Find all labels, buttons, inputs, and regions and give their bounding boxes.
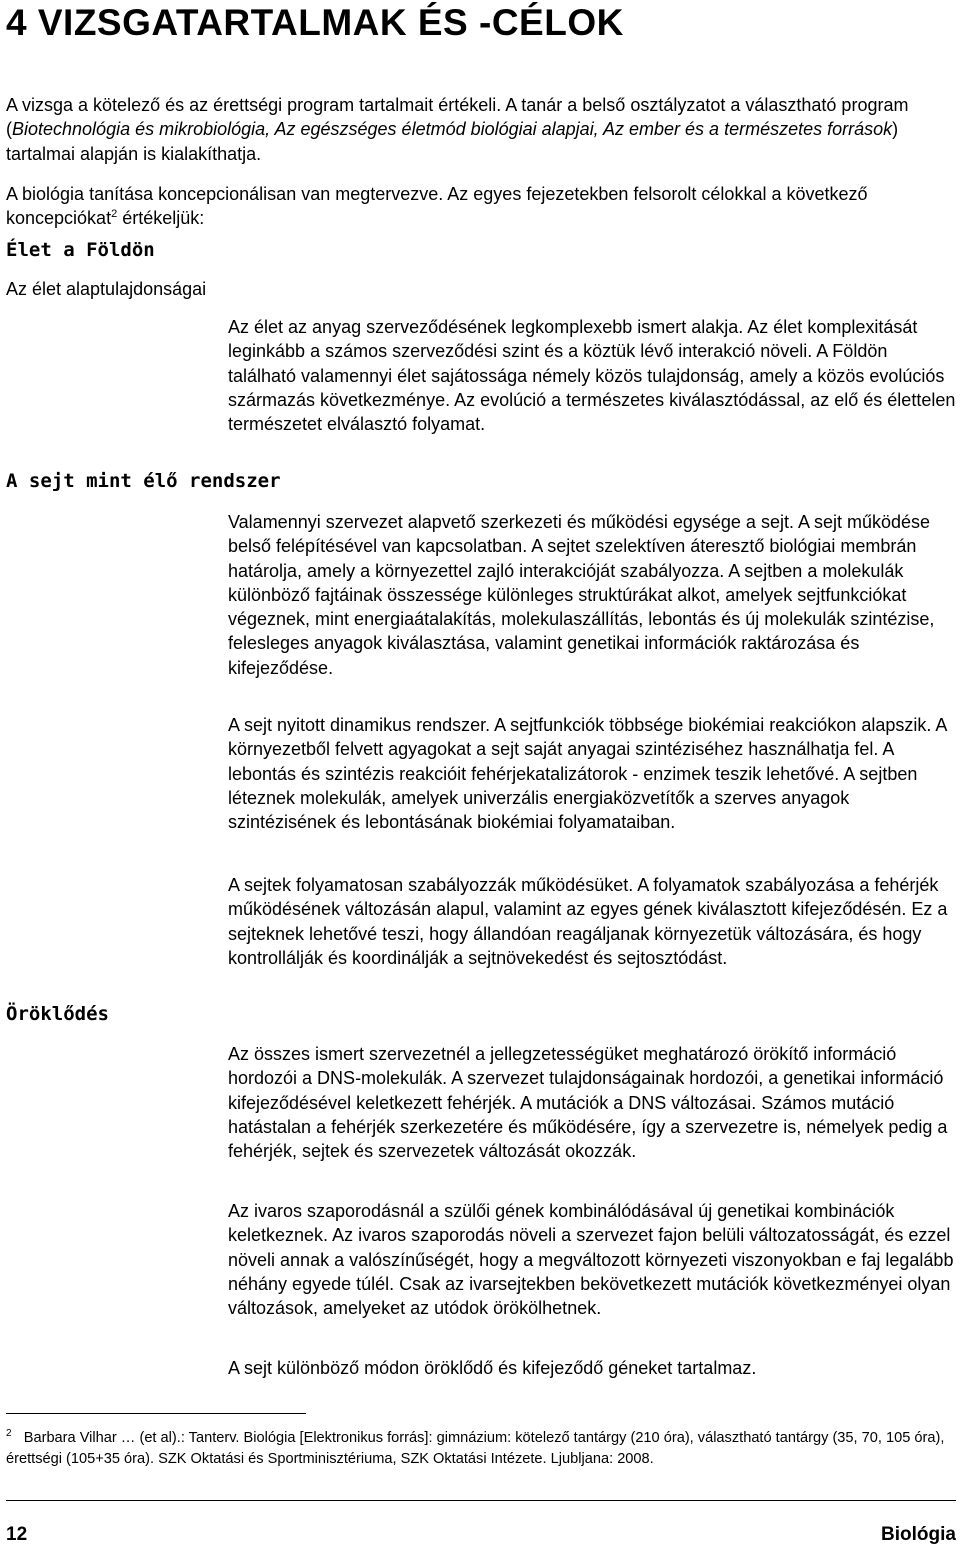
footnote-reference[interactable]: 2 <box>111 208 118 221</box>
paragraph-heredity-3: A sejt különböző módon öröklődő és kifejeződő géneket tartalmaz. <box>228 1358 757 1378</box>
paragraph-life-properties: Az élet az anyag szerveződésének legkomplexebb ismert alakja. Az élet komplexitását leginkább a számos szerveződési szint és a köztük lévő interakció növeli. A Földön található valamennyi élet sajátossága némely közös tulajdonság, amely a közös evolúciós származás következménye. Az evolúció a természetes kiválasztódással, az elő és élettelen természetet elválasztó folyamat. <box>228 317 956 435</box>
intro-text: A biológia tanítása koncepcionálisan van megtervezve. Az egyes fejezetekben felsorolt célokkal a következő koncepciókat <box>6 184 868 229</box>
footer-divider <box>6 1500 956 1501</box>
intro-text: A vizsga a kötelező és az érettségi program tartalmait értékeli. A tanár a belső osztályzatot a választható program ( <box>6 95 909 140</box>
paragraph-heredity-2: Az ivaros szaporodásnál a szülői gének kombinálódásával új genetikai kombinációk keletkeznek. Az ivaros szaporodás növeli a szervezet fajon belüli változatosságát, és ezzel növeli annak a valószínűségét, hogy a megváltozott környezeti viszonyokban e faj legalább néhány egyede túlél. Csak az ivarsejtekben bekövetkezett mutációk következményei olyan változások, amelyeket az utódok örökölhetnek. <box>228 1201 954 1319</box>
paragraph-cell-1: Valamennyi szervezet alapvető szerkezeti és működési egysége a sejt. A sejt működése belső felépítésével van kapcsolatban. A sejtet szelektíven áteresztő biológiai membrán határolja, amely a környezettel zajló interakcióját szabályozza. A sejtben a molekulák különböző fajtáinak összessége különleges struktúrákat alkot, amelyek sejtfunkciókat végeznek, mint energiaátalakítás, molekulaszállítás, lebontás és új molekulák szintézise, felesleges anyagok kiválasztása, valamint genetikai információk raktározása és kifejeződése. <box>228 512 935 678</box>
footnote-text: Barbara Vilhar … (et al).: Tanterv. Biológia [Elektronikus forrás]: gimnázium: kötelező tantárgy (210 óra), választható tantárgy (35, 70, 105 óra), érettségi (105+35 óra). SZK Oktatási és Sportminisztériuma, SZK Oktatási Intézete. Ljubljana: 2008. <box>6 1430 945 1467</box>
intro-paragraph-1 <box>6 93 956 166</box>
chapter-title: 4 VIZSGATARTALMAK ÉS -CÉLOK <box>6 2 624 43</box>
footer-subject: Biológia <box>881 1524 956 1545</box>
footnote-marker: 2 <box>6 1428 12 1440</box>
footnote <box>6 1428 956 1470</box>
subsection-label-heredity: Öröklődés <box>6 1003 109 1025</box>
elective-program-list: Biotechnológia és mikrobiológia, Az egészséges életmód biológiai alapjai, Az ember és a természetes források <box>12 119 893 140</box>
paragraph-cell-2: A sejt nyitott dinamikus rendszer. A sejtfunkciók többsége biokémiai reakciókon alapszik. A környezetből felvett agyagokat a sejt saját anyagai szintéziséhez használhatja fel. A lebontás és szintézis reakcióit fehérjekatalizátorok - enzimek teszik lehetővé. A sejtben léteznek molekulák, amelyek univerzális energiaközvetítők a szerves anyagok szintézisének és lebontásának biokémiai folyamataiban. <box>228 715 947 833</box>
section-title: Élet a Földön <box>6 239 155 261</box>
intro-text: értékeljük: <box>117 208 205 229</box>
subsection-label-cell: A sejt mint élő rendszer <box>6 470 281 492</box>
page-number: 12 <box>6 1524 28 1545</box>
subsection-label-life-properties: Az élet alaptulajdonságai <box>6 279 207 299</box>
paragraph-heredity-1: Az összes ismert szervezetnél a jellegzetességüket meghatározó örökítő információ hordozói a DNS-molekulák. A szervezet tulajdonságainak hordozói, a genetikai információ kifejeződésével keletkezett fehérjék. A mutációk a DNS változásai. Számos mutáció hatástalan a fehérjék szerkezetére és működésére, így a szervezetre is, némelyek pedig a fehérjék, sejtek és szervezetek változását okozzák. <box>228 1044 948 1162</box>
intro-text: ) tartalmai alapján is kialakíthatja. <box>6 119 899 164</box>
footnote-divider <box>6 1413 306 1414</box>
paragraph-cell-3: A sejtek folyamatosan szabályozzák működésüket. A folyamatok szabályozása a fehérjék működésének változásán alapul, valamint az egyes gének kiválasztott kifejeződésén. Ez a sejteknek lehetővé teszi, hogy állandóan reagáljanak környezetük változására, és hogy kontrollálják és koordinálják a sejtnövekedést és sejtosztódást. <box>228 875 948 968</box>
intro-paragraph-2 <box>6 182 956 231</box>
